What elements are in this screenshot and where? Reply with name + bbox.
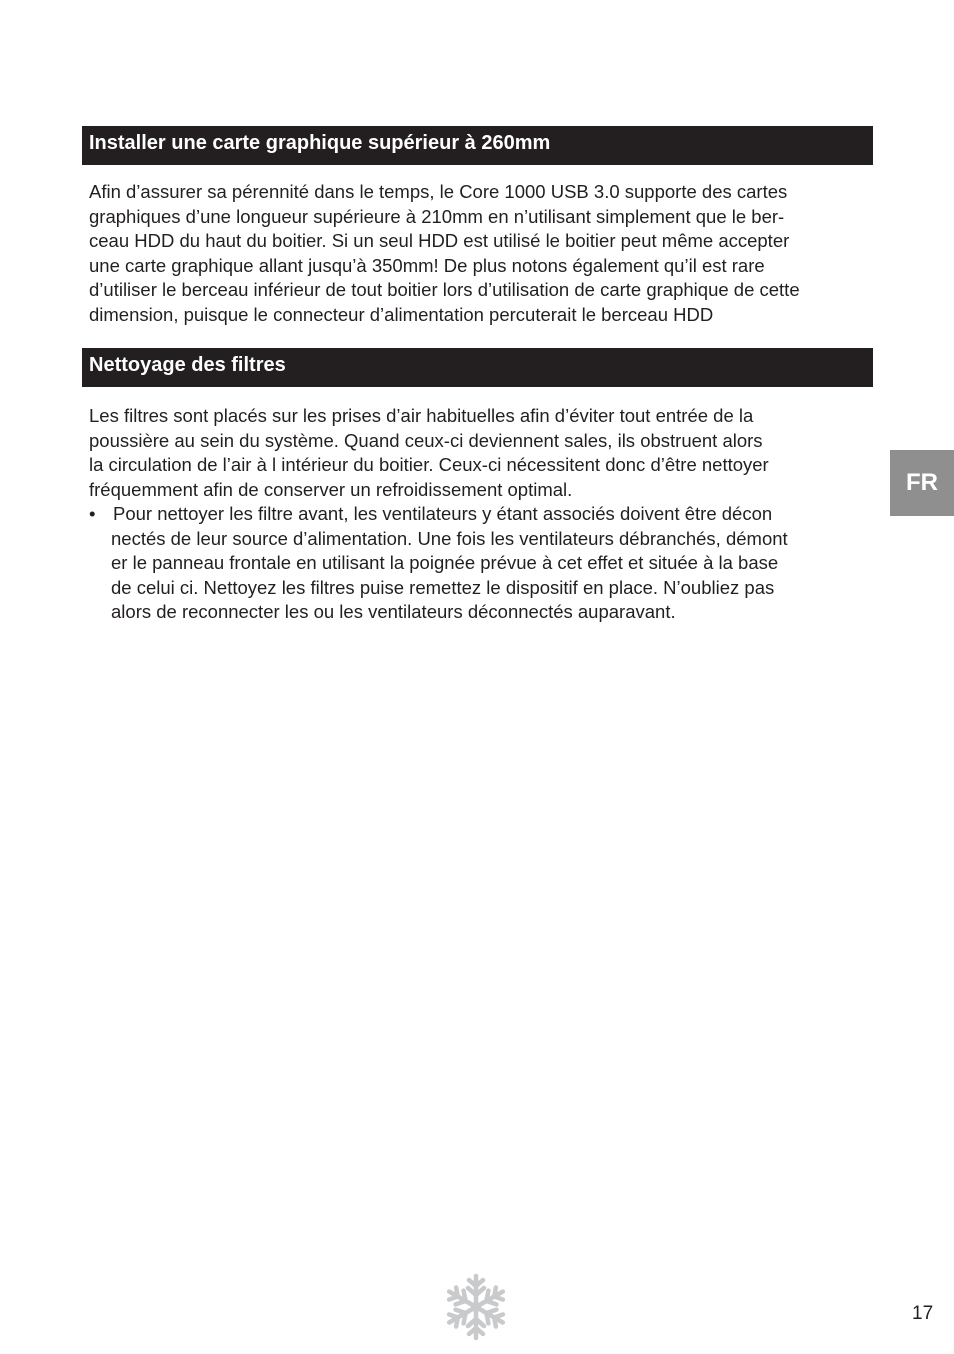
language-tab: FR	[890, 450, 954, 516]
text-line: nectés de leur source d’alimentation. Une fois les ventilateurs débranchés, démont	[111, 527, 788, 549]
text-line: de celui ci. Nettoyez les filtres puise remettez le dispositif en place. N’oubliez pas	[111, 576, 775, 598]
text-line: Afin d’assurer sa pérennité dans le temps, le Core 1000 USB 3.0 supporte des cartes	[89, 181, 788, 202]
text-line: Les filtres sont placés sur les prises d’air habituelles afin d’éviter tout entrée de la	[89, 405, 754, 426]
page-number: 17	[912, 1303, 934, 1324]
text-line: ceau HDD du haut du boitier. Si un seul HDD est utilisé le boitier peut même accepter	[89, 230, 790, 252]
text-line: Pour nettoyer les filtre avant, les ventilateurs y étant associés doivent être décon	[113, 503, 773, 524]
bullet-marker: •	[89, 503, 96, 524]
text-line: la circulation de l’air à l intérieur du boitier. Ceux-ci nécessitent donc d’être nettoyer	[89, 454, 769, 476]
text-line: er le panneau frontale en utilisant la poignée prévue à cet effet et située à la base	[111, 552, 779, 574]
snowflake-icon	[441, 1272, 511, 1342]
section-heading-graphics-card: Installer une carte graphique supérieur à 260mm	[82, 126, 873, 165]
paragraph-filter-cleaning	[89, 404, 889, 502]
text-line: d’utiliser le berceau inférieur de tout boitier lors d’utilisation de carte graphique de cette	[89, 279, 800, 301]
bullet-item-filter-cleaning	[89, 502, 889, 625]
section-heading-filter-cleaning: Nettoyage des filtres	[82, 348, 873, 387]
text-line: poussière au sein du système. Quand ceux-ci deviennent sales, ils obstruent alors	[89, 429, 763, 451]
text-line: graphiques d’une longueur supérieure à 210mm en n’utilisant simplement que le ber-	[89, 205, 785, 227]
text-line: une carte graphique allant jusqu’à 350mm! De plus notons également qu’il est rare	[89, 254, 765, 276]
paragraph-graphics-card	[89, 180, 889, 328]
text-line: fréquemment afin de conserver un refroidissement optimal.	[89, 478, 573, 500]
text-line: dimension, puisque le connecteur d’alimentation percuterait le berceau HDD	[89, 303, 714, 325]
text-line: alors de reconnecter les ou les ventilateurs déconnectés auparavant.	[111, 601, 676, 623]
